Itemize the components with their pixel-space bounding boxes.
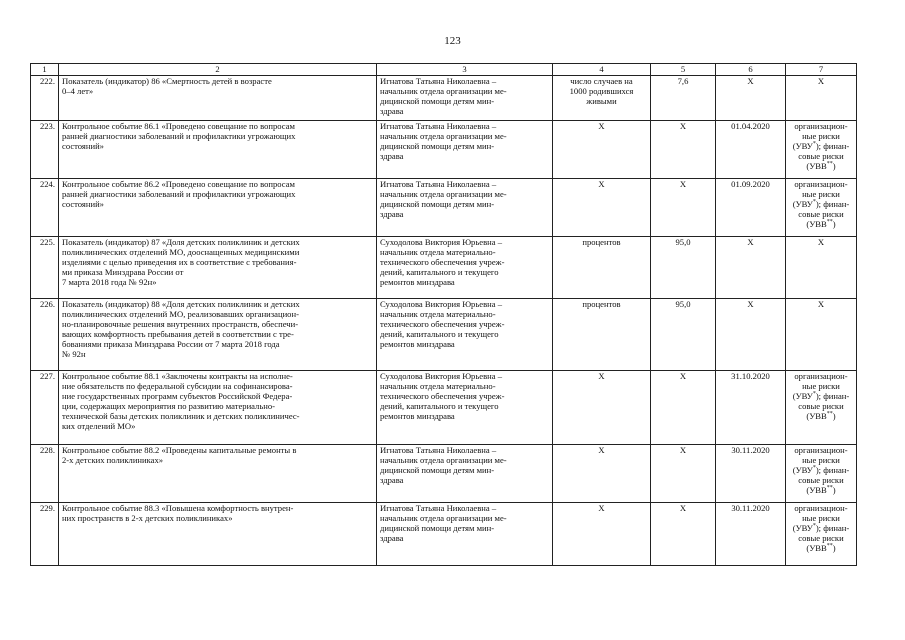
responsible-text-line: начальник отдела организации ме- bbox=[380, 131, 507, 141]
event-text-line: Показатель (индикатор) 88 «Доля детских поликлиник и детских bbox=[62, 299, 300, 309]
row-number: 222. bbox=[31, 76, 59, 121]
responsible-cell bbox=[377, 121, 553, 179]
unit-cell bbox=[553, 371, 651, 445]
event-text-line: ких отделений МО» bbox=[62, 421, 136, 431]
risk-text-line: организацион- bbox=[794, 179, 848, 189]
risk-text-line: (УВУ*); финан- bbox=[792, 199, 850, 209]
responsible-text-line: начальник отдела организации ме- bbox=[380, 189, 507, 199]
value-cell: 95,0 bbox=[651, 299, 716, 371]
event-text-line: ми приказа Минздрава России от bbox=[62, 267, 184, 277]
event-text-line: но-планировочные решения внутренних пространств, обеспечи- bbox=[62, 319, 299, 329]
responsible-text-line: Суходолова Виктория Юрьевна – bbox=[380, 237, 502, 247]
risk-text-line: ные риски bbox=[802, 513, 840, 523]
date-cell: 30.11.2020 bbox=[716, 503, 786, 566]
date-cell: Х bbox=[716, 299, 786, 371]
responsible-cell bbox=[377, 237, 553, 299]
date-cell: Х bbox=[716, 76, 786, 121]
responsible-text-line: начальник отдела организации ме- bbox=[380, 86, 507, 96]
table-header-row bbox=[31, 64, 857, 76]
unit-text-line: Х bbox=[598, 371, 605, 381]
event-text-line: Контрольное событие 88.3 «Повышена комфортность внутрен- bbox=[62, 503, 294, 513]
responsible-text-line: здрава bbox=[380, 475, 404, 485]
responsible-text-line: дицинской помощи детям мин- bbox=[380, 465, 495, 475]
row-number: 229. bbox=[31, 503, 59, 566]
column-header: 6 bbox=[716, 64, 786, 76]
value-cell: Х bbox=[651, 121, 716, 179]
event-cell bbox=[59, 503, 377, 566]
row-number: 225. bbox=[31, 237, 59, 299]
responsible-text-line: здрава bbox=[380, 106, 404, 116]
date-cell: 01.04.2020 bbox=[716, 121, 786, 179]
table-row bbox=[31, 445, 857, 503]
event-text-line: технической базы детских поликлиник и детских поликлиничес- bbox=[62, 411, 300, 421]
column-header: 3 bbox=[377, 64, 553, 76]
responsible-text-line: начальник отдела материально- bbox=[380, 381, 496, 391]
event-cell bbox=[59, 299, 377, 371]
value-cell: 7,6 bbox=[651, 76, 716, 121]
risk-text-line: совые риски bbox=[798, 475, 844, 485]
event-text-line: Контрольное событие 86.2 «Проведено совещание по вопросам bbox=[62, 179, 295, 189]
table-row bbox=[31, 503, 857, 566]
event-text-line: ранней диагностики заболеваний и профилактики угрожающих bbox=[62, 131, 296, 141]
unit-text-line: процентов bbox=[582, 299, 621, 309]
risk-text-line: (УВВ**) bbox=[806, 161, 836, 171]
value-cell: 95,0 bbox=[651, 237, 716, 299]
event-text-line: них пространств в 2-х детских поликлиниках» bbox=[62, 513, 233, 523]
column-header: 1 bbox=[31, 64, 59, 76]
row-number: 224. bbox=[31, 179, 59, 237]
event-text-line: изделиями с целью приведения их в соответствие с требования- bbox=[62, 257, 297, 267]
risk-text-line: (УВУ*); финан- bbox=[792, 523, 850, 533]
column-header: 4 bbox=[553, 64, 651, 76]
responsible-cell bbox=[377, 445, 553, 503]
event-text-line: № 92н bbox=[62, 349, 86, 359]
table-row bbox=[31, 299, 857, 371]
responsible-text-line: здрава bbox=[380, 151, 404, 161]
responsible-text-line: дений, капитального и текущего bbox=[380, 401, 499, 411]
footnote-marker: * bbox=[812, 199, 816, 206]
unit-text-line: Х bbox=[598, 121, 605, 131]
event-text-line: Показатель (индикатор) 87 «Доля детских поликлиник и детских bbox=[62, 237, 300, 247]
date-cell: 30.11.2020 bbox=[716, 445, 786, 503]
risk-text-line: (УВВ**) bbox=[806, 411, 836, 421]
column-header: 5 bbox=[651, 64, 716, 76]
risk-text-line: совые риски bbox=[798, 533, 844, 543]
unit-cell bbox=[553, 299, 651, 371]
risk-text-line: (УВУ*); финан- bbox=[792, 141, 850, 151]
responsible-text-line: Игнатова Татьяна Николаевна – bbox=[380, 445, 497, 455]
event-text-line: Показатель (индикатор) 86 «Смертность детей в возрасте bbox=[62, 76, 272, 86]
table-row bbox=[31, 121, 857, 179]
event-text-line: 7 марта 2018 года № 92н» bbox=[62, 277, 157, 287]
responsible-text-line: ремонтов минздрава bbox=[380, 277, 455, 287]
responsible-text-line: дицинской помощи детям мин- bbox=[380, 199, 495, 209]
responsible-text-line: Игнатова Татьяна Николаевна – bbox=[380, 179, 497, 189]
unit-text-line: Х bbox=[598, 503, 605, 513]
responsible-text-line: здрава bbox=[380, 209, 404, 219]
responsible-text-line: Суходолова Виктория Юрьевна – bbox=[380, 299, 502, 309]
risk-text-line: ные риски bbox=[802, 131, 840, 141]
footnote-marker: ** bbox=[826, 411, 833, 418]
risk-text-line: организацион- bbox=[794, 121, 848, 131]
unit-cell bbox=[553, 237, 651, 299]
footnote-marker: * bbox=[812, 141, 816, 148]
row-number: 228. bbox=[31, 445, 59, 503]
risk-text-line: Х bbox=[817, 237, 825, 247]
event-text-line: состояний» bbox=[62, 141, 104, 151]
event-text-line: ранней диагностики заболеваний и профилактики угрожающих bbox=[62, 189, 296, 199]
footnote-marker: * bbox=[812, 391, 816, 398]
row-number: 226. bbox=[31, 299, 59, 371]
event-text-line: поликлинических отделений МО, реализовавших организацион- bbox=[62, 309, 299, 319]
event-text-line: бованиями приказа Минздрава России от 7 марта 2018 года bbox=[62, 339, 280, 349]
responsible-text-line: начальник отдела организации ме- bbox=[380, 455, 507, 465]
date-cell: 01.09.2020 bbox=[716, 179, 786, 237]
control-events-table bbox=[30, 63, 857, 566]
responsible-text-line: технического обеспечения учреж- bbox=[380, 257, 505, 267]
event-text-line: ции, содержащих мероприятия по развитию материально- bbox=[62, 401, 276, 411]
risk-text-line: совые риски bbox=[798, 209, 844, 219]
risk-cell bbox=[786, 445, 857, 503]
event-text-line: 2-х детских поликлиниках» bbox=[62, 455, 164, 465]
responsible-text-line: начальник отдела материально- bbox=[380, 309, 496, 319]
table-row bbox=[31, 371, 857, 445]
footnote-marker: * bbox=[812, 465, 816, 472]
responsible-cell bbox=[377, 503, 553, 566]
responsible-text-line: Суходолова Виктория Юрьевна – bbox=[380, 371, 502, 381]
responsible-cell bbox=[377, 76, 553, 121]
table-body bbox=[31, 76, 857, 566]
unit-cell bbox=[553, 445, 651, 503]
risk-text-line: Х bbox=[817, 76, 825, 86]
unit-text-line: процентов bbox=[582, 237, 621, 247]
responsible-text-line: ремонтов минздрава bbox=[380, 339, 455, 349]
page-number: 123 bbox=[444, 35, 461, 47]
event-cell bbox=[59, 121, 377, 179]
responsible-cell bbox=[377, 179, 553, 237]
unit-text-line: Х bbox=[598, 179, 605, 189]
event-text-line: состояний» bbox=[62, 199, 104, 209]
risk-text-line: организацион- bbox=[794, 503, 848, 513]
event-text-line: поликлинических отделений МО, дооснащенных медицинскими bbox=[62, 247, 300, 257]
table-row bbox=[31, 237, 857, 299]
event-cell bbox=[59, 179, 377, 237]
risk-cell bbox=[786, 121, 857, 179]
risk-text-line: (УВВ**) bbox=[806, 219, 836, 229]
risk-text-line: ные риски bbox=[802, 189, 840, 199]
risk-text-line: (УВВ**) bbox=[806, 543, 836, 553]
risk-text-line: совые риски bbox=[798, 401, 844, 411]
unit-text-line: 1000 родившихся bbox=[569, 86, 634, 96]
responsible-text-line: ремонтов минздрава bbox=[380, 411, 455, 421]
unit-text-line: число случаев на bbox=[570, 76, 633, 86]
risk-text-line: ные риски bbox=[802, 455, 840, 465]
footnote-marker: ** bbox=[826, 161, 833, 168]
risk-cell bbox=[786, 76, 857, 121]
responsible-text-line: дицинской помощи детям мин- bbox=[380, 523, 495, 533]
risk-text-line: организацион- bbox=[794, 445, 848, 455]
value-cell: Х bbox=[651, 503, 716, 566]
event-text-line: вающих комфортность пребывания детей в соответствии с тре- bbox=[62, 329, 294, 339]
responsible-text-line: начальник отдела организации ме- bbox=[380, 513, 507, 523]
event-text-line: ние государственных программ субъектов Российской Федера- bbox=[62, 391, 293, 401]
risk-text-line: Х bbox=[817, 299, 825, 309]
row-number: 223. bbox=[31, 121, 59, 179]
risk-cell bbox=[786, 503, 857, 566]
footnote-marker: ** bbox=[826, 543, 833, 550]
responsible-text-line: Игнатова Татьяна Николаевна – bbox=[380, 121, 497, 131]
event-text-line: Контрольное событие 86.1 «Проведено совещание по вопросам bbox=[62, 121, 295, 131]
risk-text-line: организацион- bbox=[794, 371, 848, 381]
risk-cell bbox=[786, 179, 857, 237]
risk-text-line: (УВУ*); финан- bbox=[792, 465, 850, 475]
footnote-marker: ** bbox=[826, 219, 833, 226]
responsible-text-line: технического обеспечения учреж- bbox=[380, 319, 505, 329]
row-number: 227. bbox=[31, 371, 59, 445]
responsible-text-line: здрава bbox=[380, 533, 404, 543]
unit-cell bbox=[553, 179, 651, 237]
date-cell: 31.10.2020 bbox=[716, 371, 786, 445]
footnote-marker: ** bbox=[826, 485, 833, 492]
responsible-text-line: дицинской помощи детям мин- bbox=[380, 96, 495, 106]
table-row bbox=[31, 76, 857, 121]
event-cell bbox=[59, 237, 377, 299]
unit-text-line: Х bbox=[598, 445, 605, 455]
responsible-text-line: дицинской помощи детям мин- bbox=[380, 141, 495, 151]
event-cell bbox=[59, 76, 377, 121]
column-header: 7 bbox=[786, 64, 857, 76]
risk-text-line: (УВУ*); финан- bbox=[792, 391, 850, 401]
event-text-line: 0–4 лет» bbox=[62, 86, 94, 96]
risk-cell bbox=[786, 371, 857, 445]
value-cell: Х bbox=[651, 179, 716, 237]
risk-text-line: ные риски bbox=[802, 381, 840, 391]
risk-cell bbox=[786, 237, 857, 299]
responsible-cell bbox=[377, 299, 553, 371]
unit-cell bbox=[553, 503, 651, 566]
unit-cell bbox=[553, 76, 651, 121]
responsible-cell bbox=[377, 371, 553, 445]
responsible-text-line: начальник отдела материально- bbox=[380, 247, 496, 257]
value-cell: Х bbox=[651, 445, 716, 503]
event-text-line: Контрольное событие 88.1 «Заключены контракты на исполне- bbox=[62, 371, 293, 381]
unit-cell bbox=[553, 121, 651, 179]
event-cell bbox=[59, 371, 377, 445]
footnote-marker: * bbox=[812, 523, 816, 530]
responsible-text-line: Игнатова Татьяна Николаевна – bbox=[380, 503, 497, 513]
responsible-text-line: Игнатова Татьяна Николаевна – bbox=[380, 76, 497, 86]
risk-cell bbox=[786, 299, 857, 371]
event-cell bbox=[59, 445, 377, 503]
table-row bbox=[31, 179, 857, 237]
event-text-line: Контрольное событие 88.2 «Проведены капитальные ремонты в bbox=[62, 445, 297, 455]
event-text-line: ние обязательств по федеральной субсидии на софинансирова- bbox=[62, 381, 293, 391]
value-cell: Х bbox=[651, 371, 716, 445]
date-cell: Х bbox=[716, 237, 786, 299]
unit-text-line: живыми bbox=[586, 96, 617, 106]
risk-text-line: (УВВ**) bbox=[806, 485, 836, 495]
responsible-text-line: дений, капитального и текущего bbox=[380, 329, 499, 339]
responsible-text-line: технического обеспечения учреж- bbox=[380, 391, 505, 401]
responsible-text-line: дений, капитального и текущего bbox=[380, 267, 499, 277]
risk-text-line: совые риски bbox=[798, 151, 844, 161]
column-header: 2 bbox=[59, 64, 377, 76]
